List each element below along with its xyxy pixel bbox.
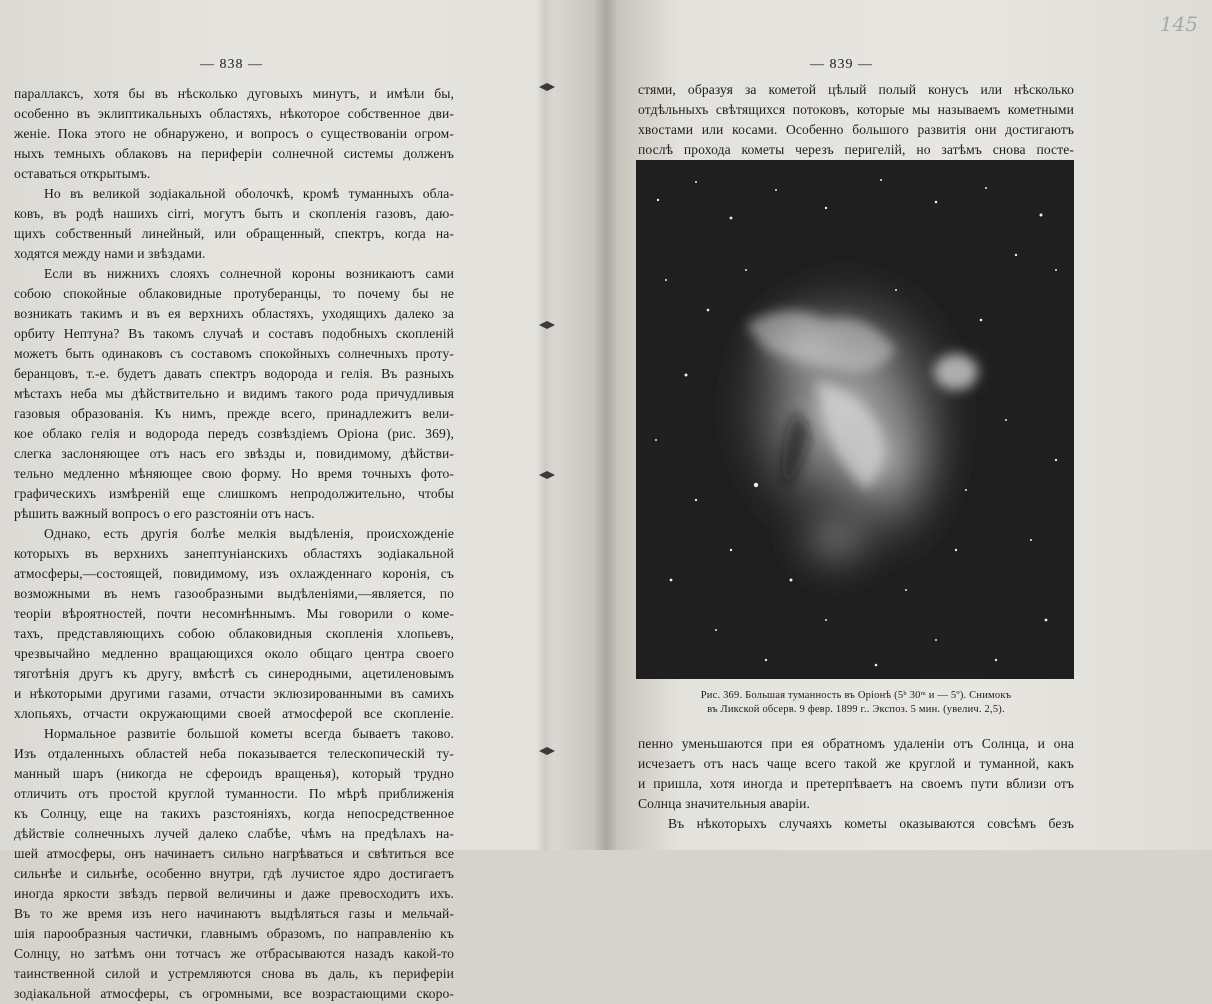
- text-line: Но въ великой зодіакальной оболочкѣ, кромѣ туманныхъ обла-: [44, 186, 454, 201]
- text-line: отдѣльныхъ свѣтящихся потоковъ, которые мы называемъ кометными: [638, 102, 1074, 117]
- text-line: къ Солнцу, еще на такихъ разстояніяхъ, когда непосредственное: [14, 806, 454, 821]
- text-line: Солнцу, но затѣмъ они тотчасъ же отбрасываются назадъ какой-то: [14, 946, 454, 961]
- text-line: тяготѣнія другъ къ другу, вмѣстѣ съ синеродными, ацетиленовымъ: [14, 666, 454, 681]
- text-line: иногда яркости звѣздъ первой величины и даже превосходитъ ихъ.: [14, 886, 454, 901]
- right-page: [552, 0, 1212, 850]
- text-line: стями, образуя за кометой цѣлый полый конусъ или нѣсколько: [638, 82, 1074, 97]
- text-line: собою спокойные облаковидные протуберанцы, то почему бы не: [14, 286, 454, 301]
- page-number: — 838 —: [200, 57, 263, 72]
- text-line: хлопьяхъ, отчасти окружающими своей атмосферой все скопленіе.: [14, 706, 454, 721]
- text-line: атмосферы,—состоящей, повидимому, изъ охлажденнаго коронія, съ: [14, 566, 454, 581]
- text-line: можетъ быть одинаковъ съ составомъ спокойныхъ солнечныхъ протy-: [14, 346, 454, 361]
- text-line: которыхъ въ верхнихъ занептуніанскихъ областяхъ зодіакальной: [14, 546, 454, 561]
- text-line: возникать такимъ и въ ея верхнихъ областяхъ, уходящихъ далеко за: [14, 306, 454, 321]
- figure-caption: [638, 689, 1074, 717]
- caption-line: Рис. 369. Большая туманность въ Оріонѣ (5ʰ 30ᵐ и — 5º). Снимокъ: [700, 690, 1012, 701]
- text-line: таинственной силой и устремляются снова въ даль, къ периферіи: [14, 966, 454, 981]
- text-line: ходятся между нами и звѣздами.: [14, 246, 206, 261]
- text-line: оставаться открытымъ.: [14, 166, 151, 181]
- text-line: пенно уменьшаются при ея обратномъ удаленіи отъ Солнца, и она: [638, 736, 1074, 751]
- text-line: и нѣкоторыми другими газами, отчасти эклюзированными въ самихъ: [14, 686, 454, 701]
- text-line: шія парообразныя частички, главнымъ образомъ, по направленію къ: [14, 926, 454, 941]
- text-line: тельно медленно мѣняющее свою форму. Но время точныхъ фото-: [14, 466, 454, 481]
- text-line: Однако, есть другія болѣе мелкія выдѣленія, происхожденіе: [44, 526, 454, 541]
- text-line: Въ нѣкоторыхъ случаяхъ кометы оказываются совсѣмъ безъ: [668, 816, 1074, 831]
- nebula-photograph: [636, 160, 1074, 679]
- text-line: теоріи вѣроятностей, почти несомнѣннымъ. Мы говорили о коме-: [14, 606, 454, 621]
- text-line: орбиту Нептуна? Въ такомъ случаѣ и составъ подобныхъ скопленій: [14, 326, 454, 341]
- text-line: слегка заслоняющее отъ насъ его звѣзды и, повидимому, дѣйстви-: [14, 446, 454, 461]
- text-line: кое облако гелія и водорода передъ созвѣздіемъ Оріона (рис. 369),: [14, 426, 454, 441]
- text-line: и пришла, хотя иногда и претерпѣваетъ на своемъ пути вблизи отъ: [638, 776, 1074, 791]
- left-page: [0, 0, 548, 1001]
- text-line: манный шаръ (никогда не сфероидъ вращенья), который трудно: [14, 766, 454, 781]
- text-line: Нормальное развитіе большой кометы всегда бываетъ таково.: [44, 726, 454, 741]
- text-line: Изъ отдаленныхъ областей неба показывается телескопическій ту-: [14, 746, 454, 761]
- text-line: женіе. Пока этого не обнаружено, и вопросъ о существованіи огром-: [14, 126, 454, 141]
- body-text: [638, 734, 1074, 834]
- page-number: — 839 —: [810, 57, 873, 72]
- text-line: исчезаетъ отъ насъ чаще всего такой же круглой и туманной, какъ: [638, 756, 1074, 771]
- text-line: мѣстахъ неба мы дѣйствительно и видимъ такого рода причудливыя: [14, 386, 454, 401]
- text-line: Солнца значительныя аваріи.: [638, 796, 810, 811]
- body-text: [638, 80, 1074, 160]
- text-line: дѣйствіе солнечныхъ лучей далеко слабѣе, чѣмъ на предѣлахъ на-: [14, 826, 454, 841]
- text-line: чрезвычайно медленно вращающихся около общаго центра своего: [14, 646, 454, 661]
- handwritten-page-mark: 145: [1159, 12, 1198, 36]
- text-line: зодіакальной атмосферы, съ огромными, все возрастающими скоро-: [14, 986, 454, 1001]
- text-line: тахъ, представляющихъ собою облаковидныя скопленія хлопьевъ,: [14, 626, 454, 641]
- text-line: газовыя образованія. Къ нимъ, прежде всего, принадлежитъ вели-: [14, 406, 454, 421]
- body-text: [14, 84, 454, 1004]
- text-line: отличить отъ простой круглой туманности. По мѣрѣ приближенія: [14, 786, 454, 801]
- text-line: графическихъ измѣреній еще слишкомъ непродолжительно, чтобы: [14, 486, 454, 501]
- text-line: беранцовъ, т.-е. будетъ давать спектръ водорода и гелія. Въ разныхъ: [14, 366, 454, 381]
- text-line: сильнѣе и сильнѣе, особенно внутри, гдѣ лучистое ядро достигаетъ: [14, 866, 454, 881]
- text-line: хвостами или косами. Особенно большого развитія они достигаютъ: [638, 122, 1074, 137]
- text-line: Въ то же время изъ него начинаютъ выдѣляться газы и мельчай-: [14, 906, 454, 921]
- text-line: Если въ нижнихъ слояхъ солнечной короны возникаютъ сами: [44, 266, 454, 281]
- text-line: ковъ, въ родѣ нашихъ cirri, могутъ быть и скопленія газовъ, даю-: [14, 206, 454, 221]
- orion-nebula-image: [636, 160, 1074, 679]
- text-line: послѣ прохода кометы черезъ перигелій, но затѣмъ снова посте-: [638, 142, 1074, 157]
- text-line: параллаксъ, хотя бы въ нѣсколько дуговыхъ минутъ, и имѣли бы,: [14, 86, 454, 101]
- text-line: особенно въ эклиптикальныхъ областяхъ, нѣкоторое собственное дви-: [14, 106, 454, 121]
- text-line: возможными въ немъ газообразными выдѣленіями,—является, по: [14, 586, 454, 601]
- text-line: ныхъ темныхъ облаковъ на периферіи солнечной системы долженъ: [14, 146, 454, 161]
- text-line: шей атмосферы, онъ начинаетъ сильно нагрѣваться и свѣтиться все: [14, 846, 454, 861]
- caption-line: въ Ликской обсерв. 9 февр. 1899 г.. Экспоз. 5 мин. (увелич. 2,5).: [707, 704, 1005, 715]
- text-line: щихъ собственный линейный, или обращенный, спектръ, когда на-: [14, 226, 454, 241]
- text-line: рѣшить важный вопросъ о его разстояніи отъ насъ.: [14, 506, 315, 521]
